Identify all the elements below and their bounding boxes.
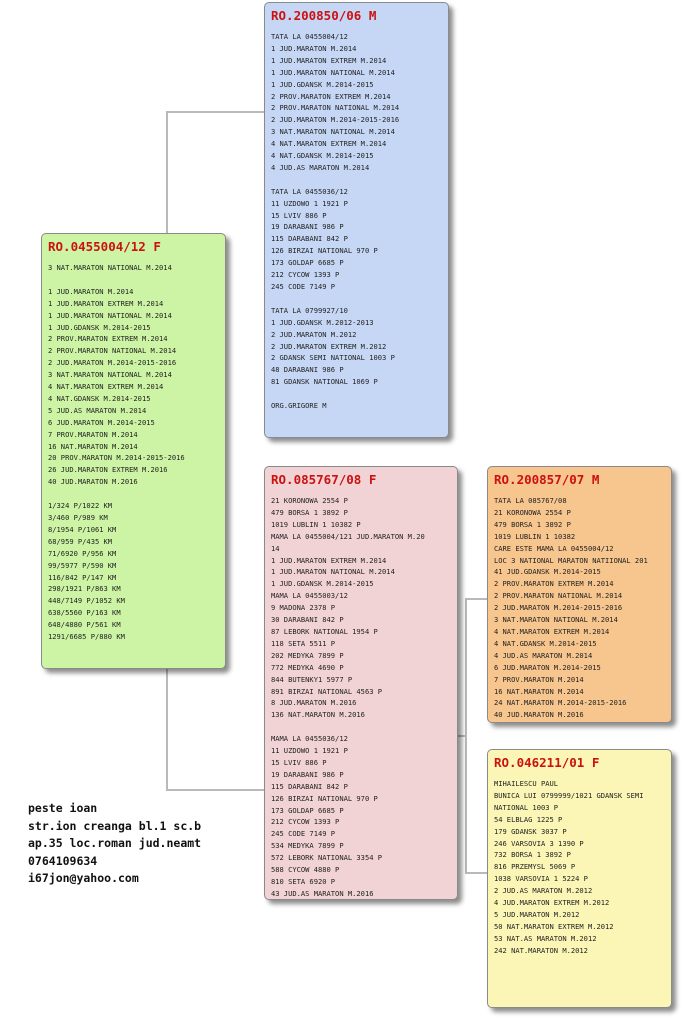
detail-line: 40 JUD.MARATON M.2016 — [494, 710, 584, 720]
detail-line: 48 DARABANI 986 P — [271, 365, 344, 375]
detail-line: 8 JUD.MARATON M.2016 — [271, 698, 357, 708]
detail-line: 7 PROV.MARATON M.2014 — [494, 674, 584, 684]
detail-line: 116/842 P/147 KM — [48, 572, 117, 582]
detail-line: 638/5560 P/163 KM — [48, 608, 121, 618]
dam-sire-details — [494, 495, 665, 721]
detail-line: 2 PROV.MARATON EXTREM M.2014 — [271, 91, 391, 101]
detail-line: 4 NAT.GDANSK M.2014-2015 — [48, 393, 151, 403]
detail-line: 40 JUD.MARATON M.2016 — [48, 477, 138, 487]
detail-line: 479 BORSA 1 3892 P — [271, 507, 348, 517]
detail-line — [271, 174, 442, 186]
detail-line — [48, 274, 219, 286]
detail-line: 4 NAT.MARATON EXTREM M.2014 — [48, 382, 164, 392]
detail-line: 2 JUD.MARATON M.2012 — [271, 329, 357, 339]
detail-line: 810 SETA 6920 P — [271, 876, 336, 886]
detail-line — [271, 721, 451, 733]
detail-line: 15 LVIV 886 P — [271, 757, 327, 767]
detail-line: 53 NAT.AS MARATON M.2012 — [494, 933, 597, 943]
detail-line: 24 NAT.MARATON M.2014-2015-2016 — [494, 698, 627, 708]
detail-line: 3 NAT.MARATON NATIONAL M.2014 — [494, 615, 618, 625]
detail-line: 2 PROV.MARATON EXTREM M.2014 — [48, 334, 168, 344]
detail-line: 16 NAT.MARATON M.2014 — [48, 441, 138, 451]
connector-dam-branch-vertical — [465, 598, 467, 874]
detail-line: 1 JUD.MARATON EXTREM M.2014 — [271, 555, 387, 565]
detail-line: 479 BORSA 1 3892 P — [494, 519, 571, 529]
detail-line: MIHAILESCU PAUL — [494, 779, 559, 788]
connector-sire-top — [166, 111, 264, 113]
detail-line: MAMA LA 0455004/121 JUD.MARATON M.20 — [271, 531, 425, 541]
dam-pedigree-card — [264, 466, 458, 900]
detail-line: 11 UZDOWO 1 1921 P — [271, 746, 348, 756]
detail-line: TATA LA 0455036/12 — [271, 186, 348, 196]
detail-line: 534 MEDYKA 7899 P — [271, 841, 344, 851]
sire-details — [271, 31, 442, 412]
detail-line: 2 JUD.MARATON EXTREM M.2012 — [271, 341, 387, 351]
sire-pedigree-card — [264, 2, 449, 438]
detail-line: 43 JUD.AS MARATON M.2016 — [271, 888, 374, 898]
detail-line: 1 JUD.GDANSK M.2014-2015 — [271, 579, 374, 589]
detail-line: 2 GDANSK SEMI NATIONAL 1003 P — [271, 353, 395, 363]
detail-line: BUNICA LUI 0799999/1021 GDANSK SEMI — [494, 790, 644, 800]
detail-line: 21 KORONOWA 2554 P — [271, 496, 348, 505]
dam-ring-number: RO.085767/08 F — [271, 472, 377, 487]
detail-line: 4 NAT.GDANSK M.2014-2015 — [494, 638, 597, 648]
detail-line: 71/6920 P/956 KM — [48, 548, 117, 558]
detail-line: 2 PROV.MARATON EXTREM M.2014 — [494, 579, 614, 589]
detail-line: 2 PROV.MARATON NATIONAL M.2014 — [271, 103, 400, 113]
detail-line: 298/1921 P/863 KM — [48, 584, 121, 594]
detail-line: 1 JUD.MARATON EXTREM M.2014 — [48, 298, 164, 308]
detail-line: 136 NAT.MARATON M.2016 — [271, 710, 365, 720]
detail-line: 115 DARABANI 842 P — [271, 234, 348, 244]
detail-line: 448/7149 P/1052 KM — [48, 596, 125, 606]
detail-line: 50 NAT.MARATON EXTREM M.2012 — [494, 921, 614, 931]
detail-line: 173 GOLDAP 6685 P — [271, 805, 344, 815]
detail-line: 1 JUD.GDANSK M.2012-2013 — [271, 317, 374, 327]
detail-line — [271, 293, 442, 305]
detail-line: 732 BORSA 1 3892 P — [494, 850, 571, 860]
main-ring-number: RO.0455004/12 F — [48, 239, 161, 254]
detail-line: 16 NAT.MARATON M.2014 — [494, 686, 584, 696]
detail-line: 1 JUD.GDANSK M.2014-2015 — [271, 79, 374, 89]
detail-line: TATA LA 0455004/12 — [271, 32, 348, 41]
detail-line — [48, 488, 219, 500]
detail-line: 14 — [271, 543, 280, 553]
detail-line: 126 BIRZAI NATIONAL 970 P — [271, 793, 378, 803]
detail-line: LOC 3 NATIONAL MARATON NATIIONAL 201 — [494, 555, 648, 565]
detail-line: 588 CYCOW 4880 P — [271, 865, 340, 875]
detail-line: 4 JUD.AS MARATON M.2014 — [271, 162, 370, 172]
detail-line: MAMA LA 0455003/12 — [271, 591, 348, 601]
detail-line: 2 PROV.MARATON NATIONAL M.2014 — [494, 591, 623, 601]
detail-line: 3 NAT.MARATON NATIONAL M.2014 — [271, 127, 395, 137]
detail-line: 212 CYCOW 1393 P — [271, 817, 340, 827]
detail-line: TATA LA 085767/08 — [494, 496, 567, 505]
detail-line: 3/460 P/989 KM — [48, 513, 108, 522]
detail-line: 20 PROV.MARATON M.2014-2015-2016 — [48, 453, 185, 463]
dam-dam-pedigree-card — [487, 749, 672, 1008]
detail-line: 1 JUD.MARATON NATIONAL M.2014 — [271, 567, 395, 577]
detail-line: MAMA LA 0455036/12 — [271, 734, 348, 744]
detail-line: CARE ESTE MAMA LA 0455004/12 — [494, 543, 614, 553]
sire-ring-number: RO.200850/06 M — [271, 8, 377, 23]
detail-line: 8/1954 P/1061 KM — [48, 524, 117, 534]
detail-line: 6 JUD.MARATON M.2014-2015 — [48, 417, 155, 427]
detail-line: 115 DARABANI 842 P — [271, 781, 348, 791]
detail-line: 245 CODE 7149 P — [271, 282, 336, 292]
detail-line: 7 PROV.MARATON M.2014 — [48, 429, 138, 439]
dam-details — [271, 495, 451, 900]
owner-street: str.ion creanga bl.1 sc.b — [28, 818, 202, 833]
detail-line: 4 NAT.MARATON EXTREM M.2014 — [271, 139, 387, 149]
detail-line: 1038 VARSOVIA 1 5224 P — [494, 874, 588, 884]
detail-line: 891 BIRZAI NATIONAL 4563 P — [271, 686, 383, 696]
dam-sire-pedigree-card — [487, 466, 672, 723]
connector-main-to-dam — [166, 668, 168, 791]
detail-line: 2 JUD.MARATON M.2014-2015-2016 — [494, 603, 623, 613]
detail-line: 648/4880 P/561 KM — [48, 620, 121, 630]
detail-line: 118 SETA 5511 P — [271, 638, 336, 648]
detail-line: 246 VARSOVIA 3 1390 P — [494, 838, 584, 848]
dam-sire-ring-number: RO.200857/07 M — [494, 472, 600, 487]
detail-line: 4 NAT.GDANSK M.2014-2015 — [271, 151, 374, 161]
detail-line: 19 DARABANI 986 P — [271, 769, 344, 779]
detail-line: 81 GDANSK NATIONAL 1069 P — [271, 377, 378, 387]
detail-line: 816 PRZEMYSL 5069 P — [494, 862, 576, 872]
detail-line: NATIONAL 1003 P — [494, 802, 559, 812]
detail-line: 21 KORONOWA 2554 P — [494, 507, 571, 517]
detail-line: ORG.GRIGORE M — [271, 401, 327, 411]
detail-line: 4 NAT.MARATON EXTREM M.2014 — [494, 626, 610, 636]
detail-line — [271, 388, 442, 400]
detail-line: 772 MEDYKA 4690 P — [271, 662, 344, 672]
detail-line: 41 JUD.GDANSK M.2014-2015 — [494, 567, 601, 577]
detail-line: 202 MEDYKA 7899 P — [271, 650, 344, 660]
detail-line: 5 JUD.AS MARATON M.2014 — [48, 405, 147, 415]
owner-phone: 0764109634 — [28, 853, 98, 868]
dam-dam-ring-number: RO.046211/01 F — [494, 755, 600, 770]
detail-line: 2 JUD.MARATON M.2014-2015-2016 — [271, 115, 400, 125]
detail-line: 4 JUD.AS MARATON M.2014 — [494, 650, 593, 660]
detail-line: 11 UZDOWO 1 1921 P — [271, 198, 348, 208]
detail-line: 212 CYCOW 1393 P — [271, 270, 340, 280]
detail-line: 26 JUD.MARATON EXTREM M.2016 — [48, 465, 168, 475]
detail-line: 1/324 P/1022 KM — [48, 501, 113, 511]
detail-line: 1 JUD.MARATON M.2014 — [271, 43, 357, 53]
detail-line: 126 BIRZAI NATIONAL 970 P — [271, 246, 378, 256]
detail-line: 5 JUD.MARATON M.2012 — [494, 909, 580, 919]
detail-line: 15 LVIV 886 P — [271, 210, 327, 220]
detail-line: 19 DARABANI 986 P — [271, 222, 344, 232]
owner-contact — [28, 800, 201, 888]
detail-line: 1 JUD.MARATON NATIONAL M.2014 — [271, 67, 395, 77]
detail-line: 179 GDANSK 3037 P — [494, 826, 567, 836]
detail-line: 3 NAT.MARATON NATIONAL M.2014 — [48, 263, 172, 272]
detail-line: 242 NAT.MARATON M.2012 — [494, 945, 588, 955]
detail-line: 1019 LUBLIN 1 10382 — [494, 531, 576, 541]
detail-line: 1 JUD.MARATON M.2014 — [48, 286, 134, 296]
connector-main-to-sire — [166, 111, 168, 234]
detail-line: 2 JUD.MARATON M.2014-2015-2016 — [48, 358, 177, 368]
detail-line: 3 NAT.MARATON NATIONAL M.2014 — [48, 370, 172, 380]
connector-to-dam-sire — [465, 598, 487, 600]
detail-line: 1019 LUBLIN 1 10382 P — [271, 519, 361, 529]
detail-line: 173 GOLDAP 6685 P — [271, 258, 344, 268]
detail-line: 2 PROV.MARATON NATIONAL M.2014 — [48, 346, 177, 356]
detail-line: TATA LA 0799927/10 — [271, 305, 348, 315]
detail-line: 245 CODE 7149 P — [271, 829, 336, 839]
main-details — [48, 262, 219, 643]
owner-locality: ap.35 loc.roman jud.neamt — [28, 836, 202, 851]
connector-dam-bottom — [166, 789, 264, 791]
detail-line: 1 JUD.GDANSK M.2014-2015 — [48, 322, 151, 332]
main-pigeon-card — [41, 233, 226, 669]
detail-line: 1 JUD.MARATON NATIONAL M.2014 — [48, 310, 172, 320]
detail-line: 54 ELBLAG 1225 P — [494, 814, 563, 824]
detail-line: 6 JUD.MARATON M.2014-2015 — [494, 662, 601, 672]
detail-line: 844 BUTENKY1 5977 P — [271, 674, 353, 684]
dam-dam-details — [494, 778, 665, 957]
detail-line: 1 JUD.MARATON EXTREM M.2014 — [271, 55, 387, 65]
detail-line: 4 JUD.MARATON EXTREM M.2012 — [494, 898, 610, 908]
detail-line: 68/959 P/435 KM — [48, 536, 113, 546]
detail-line: 2 JUD.AS MARATON M.2012 — [494, 886, 593, 896]
detail-line: 30 DARABANI 842 P — [271, 615, 344, 625]
owner-name: peste ioan — [28, 801, 98, 815]
detail-line: 87 LEBORK NATIONAL 1954 P — [271, 626, 378, 636]
connector-to-dam-dam — [465, 872, 487, 874]
detail-line: 1291/6685 P/880 KM — [48, 632, 125, 642]
detail-line: 9 MADONA 2378 P — [271, 603, 336, 613]
owner-email: i67jon@yahoo.com — [28, 871, 139, 886]
detail-line: 572 LEBORK NATIONAL 3354 P — [271, 853, 383, 863]
detail-line: 99/5977 P/590 KM — [48, 560, 117, 570]
